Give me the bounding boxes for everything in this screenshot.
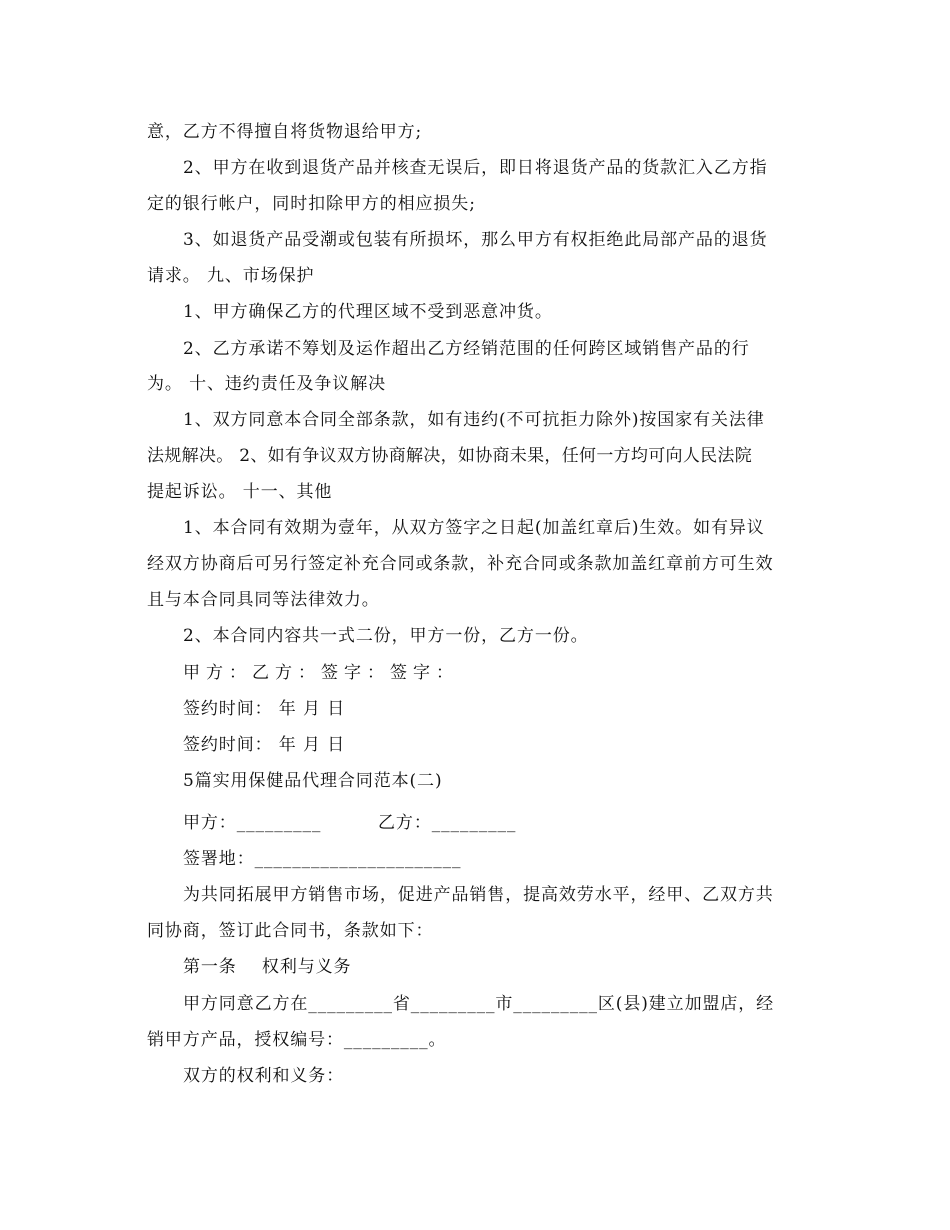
text-line: 1、甲方确保乙方的代理区域不受到恶意冲货。 xyxy=(183,302,553,322)
text-line: 双方的权利和义务： xyxy=(183,1066,345,1086)
text-line: 定的银行帐户，同时扣除甲方的相应损失; xyxy=(147,194,476,214)
text-line: 意，乙方不得擅自将货物退给甲方; xyxy=(147,122,423,142)
text-line: 为共同拓展甲方销售市场，促进产品销售，提高效劳水平，经甲、乙双方共 xyxy=(183,885,774,905)
text-line: 请求。 九、市场保护 xyxy=(147,266,315,286)
party-line: 甲方：_________ 乙方：_________ xyxy=(183,813,517,833)
text-line: 为。 十、违约责任及争议解决 xyxy=(147,374,387,394)
text-line: 提起诉讼。 十一、其他 xyxy=(147,482,333,502)
text-line: 2、本合同内容共一式二份，甲方一份，乙方一份。 xyxy=(183,626,589,646)
text-line: 且与本合同具同等法律效力。 xyxy=(147,590,380,610)
signature-line: 甲方：乙方：签字：签字： xyxy=(183,663,459,683)
text-line: 1、本合同有效期为壹年，从双方签字之日起(加盖红章后)生效。如有异议 xyxy=(183,518,765,538)
text-line: 同协商，签订此合同书，条款如下： xyxy=(147,921,434,941)
text-line: 法规解决。 2、如有争议双方协商解决，如协商未果，任何一方均可向人民法院 xyxy=(147,446,753,466)
text-line: 3、如退货产品受潮或包装有所损坏，那么甲方有权拒绝此局部产品的退货 xyxy=(183,230,768,250)
signing-place-line: 签署地：______________________ xyxy=(183,849,462,869)
section-title: 5篇实用保健品代理合同范本(二) xyxy=(183,771,443,791)
text-line: 经双方协商后可另行签定补充合同或条款，补充合同或条款加盖红章前方可生效 xyxy=(147,554,774,574)
article-heading: 第一条 权利与义务 xyxy=(183,957,352,977)
text-line: 2、乙方承诺不筹划及运作超出乙方经销范围的任何跨区域销售产品的行 xyxy=(183,339,750,359)
text-line: 1、双方同意本合同全部条款，如有违约(不可抗拒力除外)按国家有关法律 xyxy=(183,410,765,430)
text-line: 销甲方产品，授权编号：_________。 xyxy=(147,1030,447,1050)
sign-date-line: 签约时间： 年 月 日 xyxy=(183,699,346,719)
text-line: 甲方同意乙方在_________省_________市_________区(县)建立加盟店，经 xyxy=(183,994,775,1014)
text-line: 2、甲方在收到退货产品并核查无误后，即日将退货产品的货款汇入乙方指 xyxy=(183,158,768,178)
sign-date-line: 签约时间： 年 月 日 xyxy=(183,735,346,755)
